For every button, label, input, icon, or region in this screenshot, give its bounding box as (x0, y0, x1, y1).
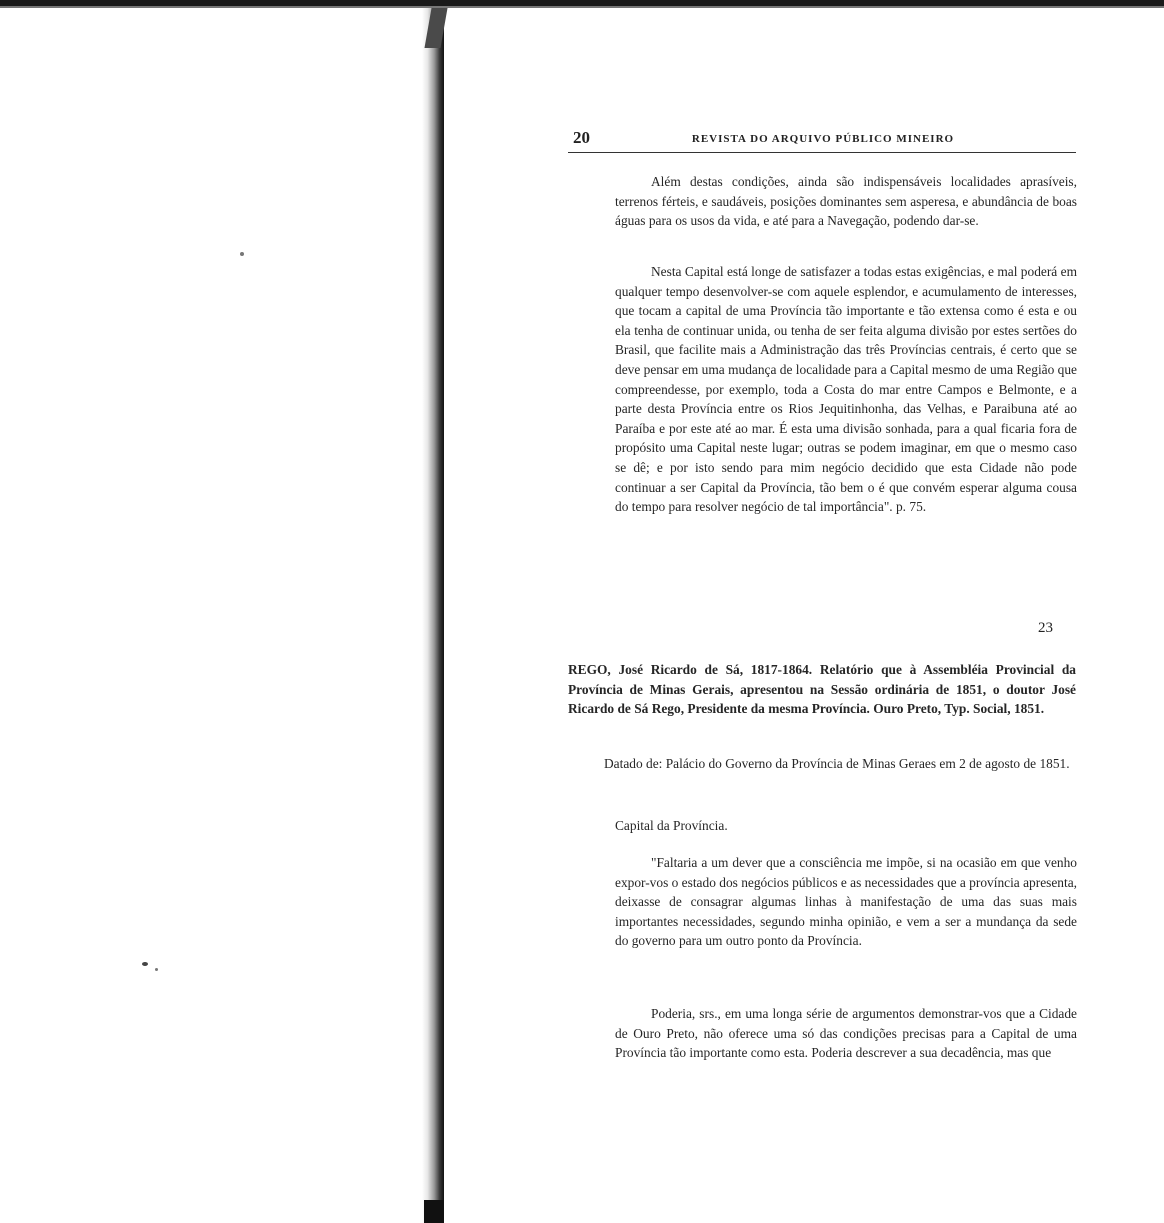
bibliographic-citation: REGO, José Ricardo de Sá, 1817-1864. Relatório que à Assembléia Provincial da Província de Minas Gerais, apresentou na Sessão ordinária de 1851, o doutor José Ricardo de Sá Rego, Presidente da mesma Província. Ouro Preto, Typ. Social, 1851. (568, 662, 1076, 717)
quote-paragraph-3: "Faltaria a um dever que a consciência me impõe, si na ocasião em que venho expor-vos o estado dos negócios públicos e as necessidades que a província apresenta, deixasse de consagrar algumas linhas à manifestação de uma das suas mais importantes necessidades, segundo minha opinião, e vem a ser a mundança da sede do governo para um outro ponto da Província. (615, 855, 1077, 949)
journal-title: REVISTA DO ARQUIVO PÚBLICO MINEIRO (691, 133, 955, 145)
section-title: Capital da Província. (615, 818, 728, 833)
book-gutter-shadow (422, 8, 444, 1223)
page-number: 20 (573, 128, 590, 147)
running-header (568, 128, 1076, 153)
quote-paragraph-2: Nesta Capital está longe de satisfazer a todas estas exigências, e mal poderá em qualquer tempo desenvolver-se com aquele esplendor, e acumulamento de interesses, que tocam a capital de uma Província tão importante e tão extensa como é esta e ou ela tenha de continuar unida, ou tenha de ser feita alguma divisão por estes sertões do Brasil, que facilite mais a Administração das três Províncias centrais, é certo que se deve pensar em uma mudança de localidade para a Capital mesmo de uma Região que compreendesse, por exemplo, toda a Costa do mar entre Campos e Belmonte, e a parte desta Província entre os Rios Jequitinhonha, das Velhas, e Paraibuna até ao Paraíba e por este até ao mar. É esta uma divisão sonhada, para a qual ficaria fora de propósito uma Capital neste lugar; outras se podem imaginar, em que o mesmo caso se dê; e por isto sendo para mim negócio decidido que esta Cidade não pode continuar a ser Capital da Província, tão bem o é que convém esperar alguma cousa do tempo para resolver negócio de tal importância". p. 75. (615, 264, 1077, 515)
paper-speck (155, 968, 158, 971)
paper-speck (240, 252, 244, 256)
paper-speck (142, 962, 148, 966)
quote-paragraph-1: Além destas condições, ainda são indispensáveis localidades aprasíveis, terrenos férteis, e saudáveis, posições dominantes sem asperesa, e abundância de boas águas para os usos da vida, e até para a Navegação, podendo dar-se. (615, 174, 1077, 229)
quote-paragraph-4: Poderia, srs., em uma longa série de argumentos demonstrar-vos que a Cidade de Ouro Preto, não oferece uma só das condições precisas para a Capital de uma Província tão importante como esta. Poderia descrever a sua decadência, mas que (615, 1006, 1077, 1061)
top-scan-edge-thin (0, 6, 1164, 8)
entry-number: 23 (1038, 620, 1053, 636)
book-gutter-foot (424, 1200, 444, 1223)
date-line: Datado de: Palácio do Governo da Província de Minas Geraes em 2 de agosto de 1851. (604, 756, 1070, 771)
